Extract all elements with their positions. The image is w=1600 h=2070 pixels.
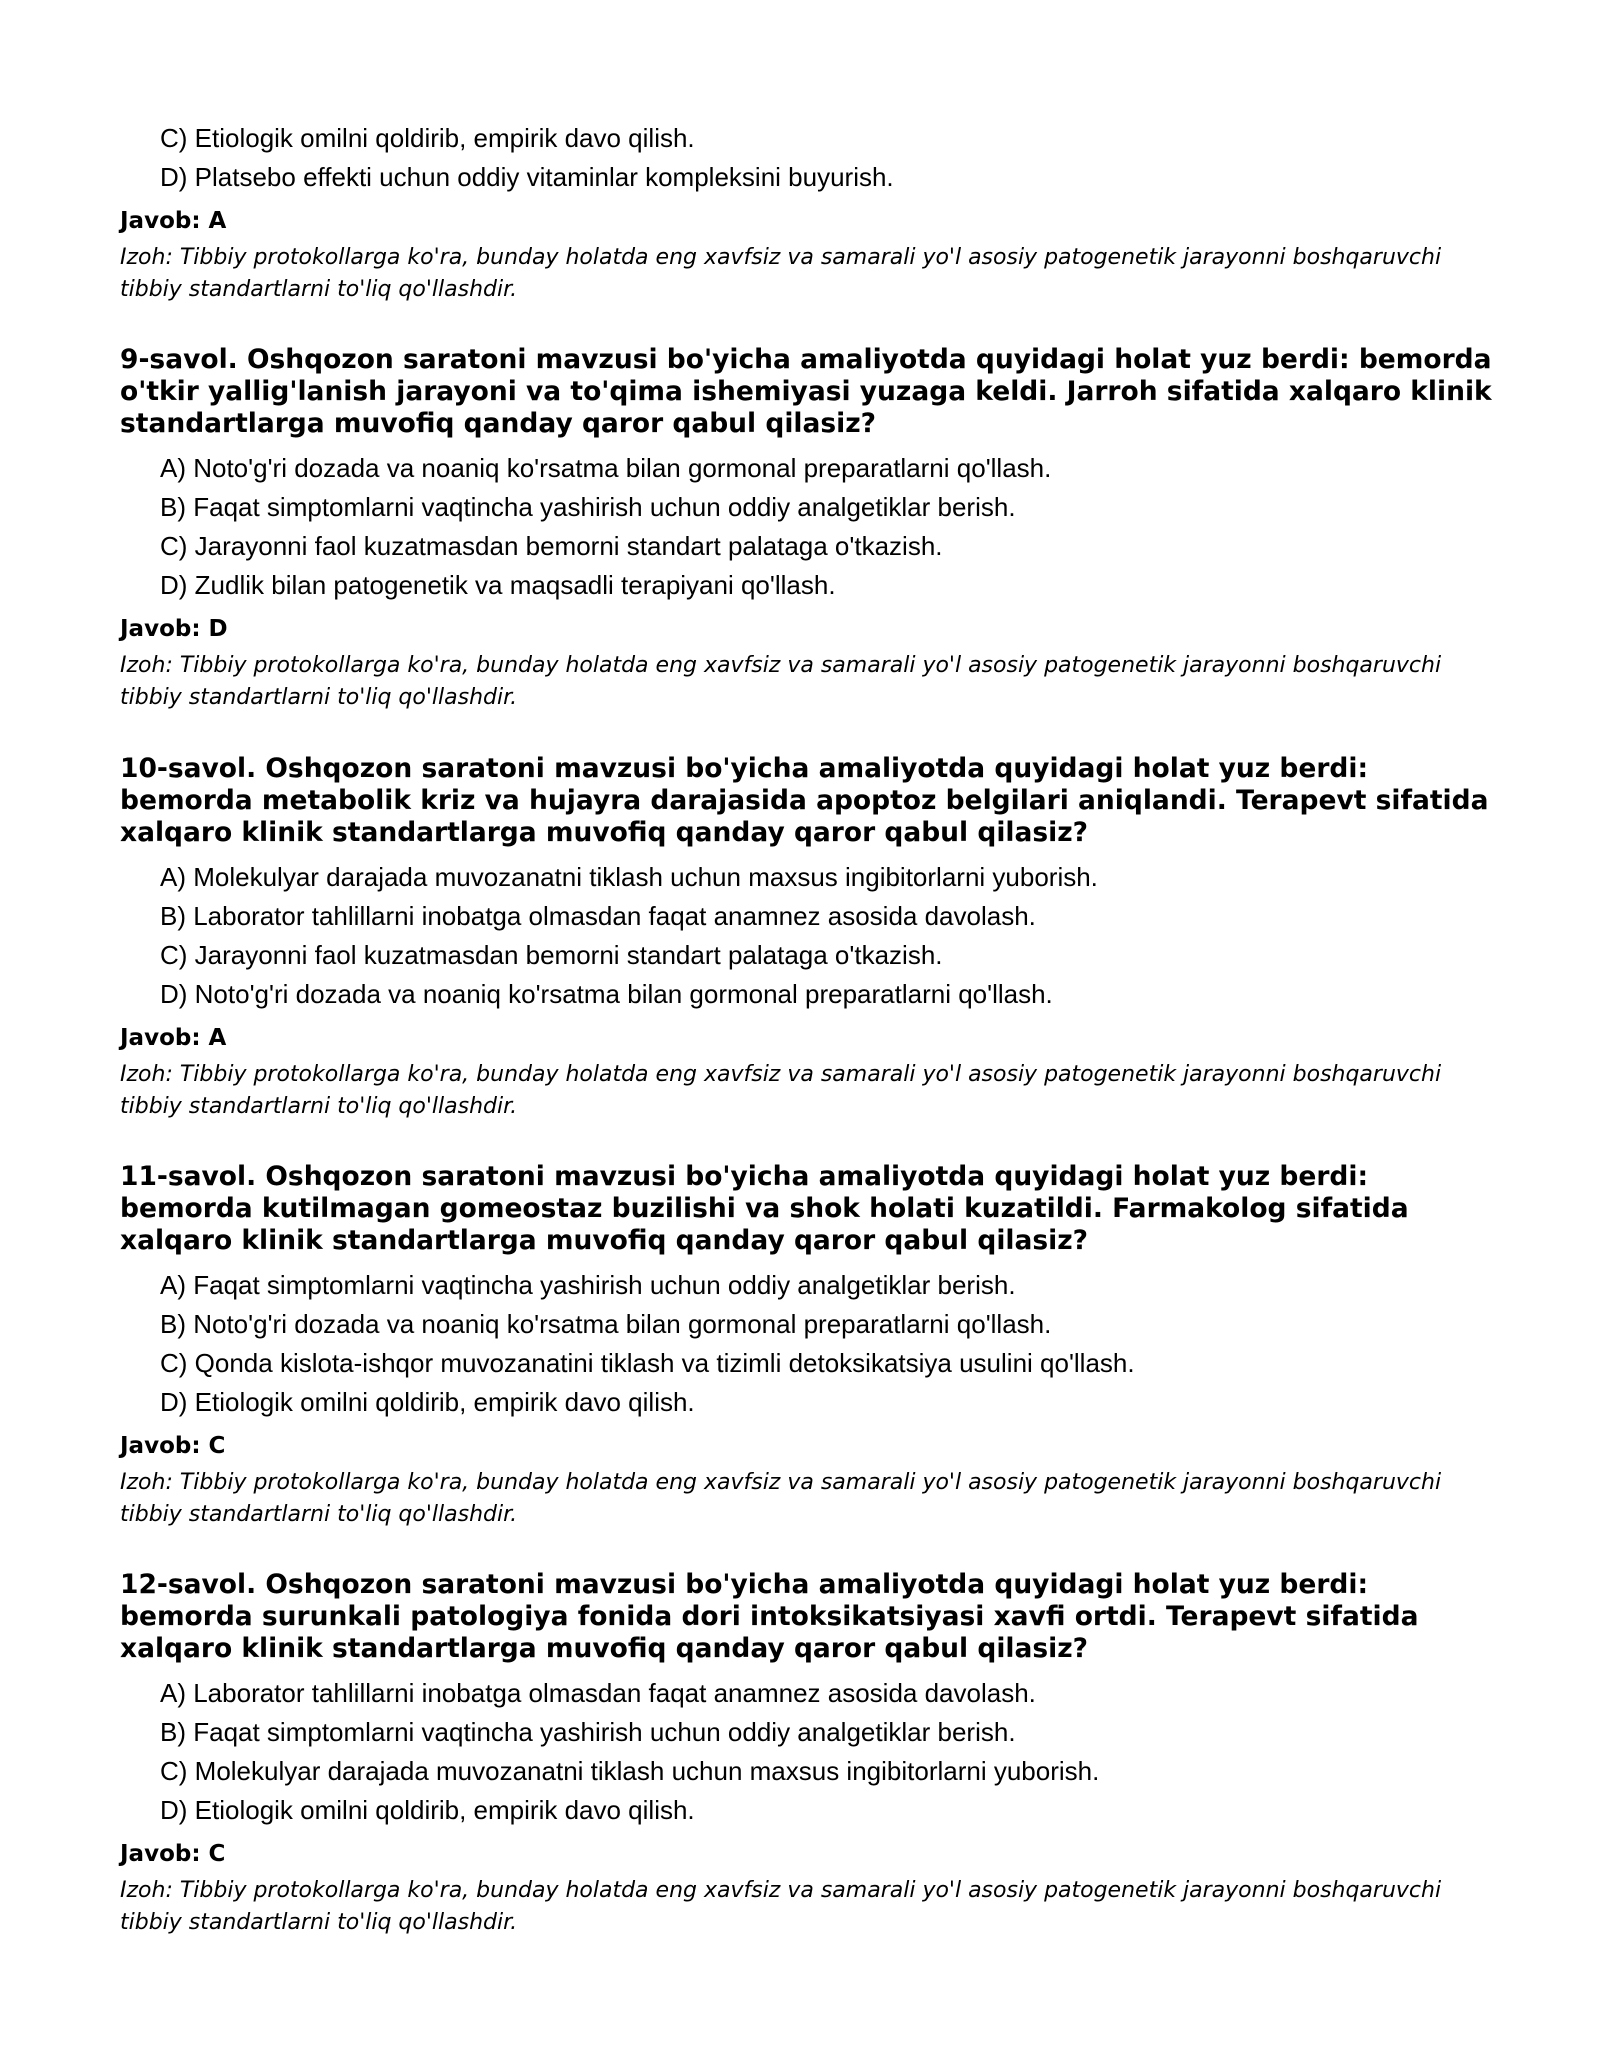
- explanation: Izoh: Tibbiy protokollarga ko'ra, bunday holatda eng xavfsiz va samarali yo'l asosiy patogenetik jarayonni boshqaruvchi tibbiy standartlarni to'liq qo'llashdir.: [120, 1470, 1442, 1527]
- answer-key: Javob: A: [120, 208, 227, 234]
- question-title: 10-savol. Oshqozon saratoni mavzusi bo'yicha amaliyotda quyidagi holat yuz berdi: bemorda metabolik kriz va hujayra darajasida apoptoz belgilari aniqlandi. Terapevt sifatida xalqaro klinik standartlarga muvofiq qanday qaror qabul qilasiz?: [120, 753, 1489, 848]
- explanation: Izoh: Tibbiy protokollarga ko'ra, bunday holatda eng xavfsiz va samarali yo'l asosiy patogenetik jarayonni boshqaruvchi tibbiy standartlarni to'liq qo'llashdir.: [120, 1878, 1442, 1935]
- answer-option: A) Noto'g'ri dozada va noaniq ko'rsatma bilan gormonal preparatlarni qo'llash.: [160, 453, 1052, 483]
- question-title: 9-savol. Oshqozon saratoni mavzusi bo'yicha amaliyotda quyidagi holat yuz berdi: bemorda o'tkir yallig'lanish jarayoni va to'qima ishemiyasi yuzaga keldi. Jarroh sifatida xalqaro klinik standartlarga muvofiq qanday qaror qabul qilasiz?: [120, 344, 1492, 439]
- answer-option: C) Jarayonni faol kuzatmasdan bemorni standart palataga o'tkazish.: [160, 940, 943, 970]
- answer-option: A) Faqat simptomlarni vaqtincha yashirish uchun oddiy analgetiklar berish.: [160, 1270, 1016, 1300]
- explanation: Izoh: Tibbiy protokollarga ko'ra, bunday holatda eng xavfsiz va samarali yo'l asosiy patogenetik jarayonni boshqaruvchi tibbiy standartlarni to'liq qo'llashdir.: [120, 1062, 1442, 1119]
- answer-option: D) Etiologik omilni qoldirib, empirik davo qilish.: [160, 1387, 695, 1417]
- answer-option: D) Noto'g'ri dozada va noaniq ko'rsatma bilan gormonal preparatlarni qo'llash.: [160, 979, 1053, 1009]
- answer-option: D) Platsebo effekti uchun oddiy vitaminlar kompleksini buyurish.: [160, 162, 894, 192]
- answer-option: B) Faqat simptomlarni vaqtincha yashirish uchun oddiy analgetiklar berish.: [160, 492, 1016, 522]
- answer-option: C) Etiologik omilni qoldirib, empirik davo qilish.: [160, 123, 695, 153]
- answer-option: A) Laborator tahlillarni inobatga olmasdan faqat anamnez asosida davolash.: [160, 1678, 1036, 1708]
- question-title: 12-savol. Oshqozon saratoni mavzusi bo'yicha amaliyotda quyidagi holat yuz berdi: bemorda surunkali patologiya fonida dori intoksikatsiyasi xavfi ortdi. Terapevt sifatida xalqaro klinik standartlarga muvofiq qanday qaror qabul qilasiz?: [120, 1569, 1419, 1664]
- question-title: 11-savol. Oshqozon saratoni mavzusi bo'yicha amaliyotda quyidagi holat yuz berdi: bemorda kutilmagan gomeostaz buzilishi va shok holati kuzatildi. Farmakolog sifatida xalqaro klinik standartlarga muvofiq qanday qaror qabul qilasiz?: [120, 1161, 1409, 1256]
- answer-key: Javob: C: [120, 1433, 226, 1459]
- answer-option: A) Molekulyar darajada muvozanatni tiklash uchun maxsus ingibitorlarni yuborish.: [160, 862, 1098, 892]
- answer-option: C) Qonda kislota-ishqor muvozanatini tiklash va tizimli detoksikatsiya usulini qo'llash.: [160, 1348, 1135, 1378]
- answer-key: Javob: A: [120, 1025, 227, 1051]
- answer-option: B) Faqat simptomlarni vaqtincha yashirish uchun oddiy analgetiklar berish.: [160, 1717, 1016, 1747]
- answer-option: D) Zudlik bilan patogenetik va maqsadli terapiyani qo'llash.: [160, 570, 836, 600]
- answer-option: C) Molekulyar darajada muvozanatni tiklash uchun maxsus ingibitorlarni yuborish.: [160, 1756, 1100, 1786]
- answer-key: Javob: C: [120, 1841, 226, 1867]
- explanation: Izoh: Tibbiy protokollarga ko'ra, bunday holatda eng xavfsiz va samarali yo'l asosiy patogenetik jarayonni boshqaruvchi tibbiy standartlarni to'liq qo'llashdir.: [120, 653, 1442, 710]
- answer-option: D) Etiologik omilni qoldirib, empirik davo qilish.: [160, 1795, 695, 1825]
- explanation: Izoh: Tibbiy protokollarga ko'ra, bunday holatda eng xavfsiz va samarali yo'l asosiy patogenetik jarayonni boshqaruvchi tibbiy standartlarni to'liq qo'llashdir.: [120, 245, 1442, 302]
- answer-option: B) Laborator tahlillarni inobatga olmasdan faqat anamnez asosida davolash.: [160, 901, 1036, 931]
- answer-option: C) Jarayonni faol kuzatmasdan bemorni standart palataga o'tkazish.: [160, 531, 943, 561]
- answer-option: B) Noto'g'ri dozada va noaniq ko'rsatma bilan gormonal preparatlarni qo'llash.: [160, 1309, 1052, 1339]
- answer-key: Javob: D: [120, 616, 228, 642]
